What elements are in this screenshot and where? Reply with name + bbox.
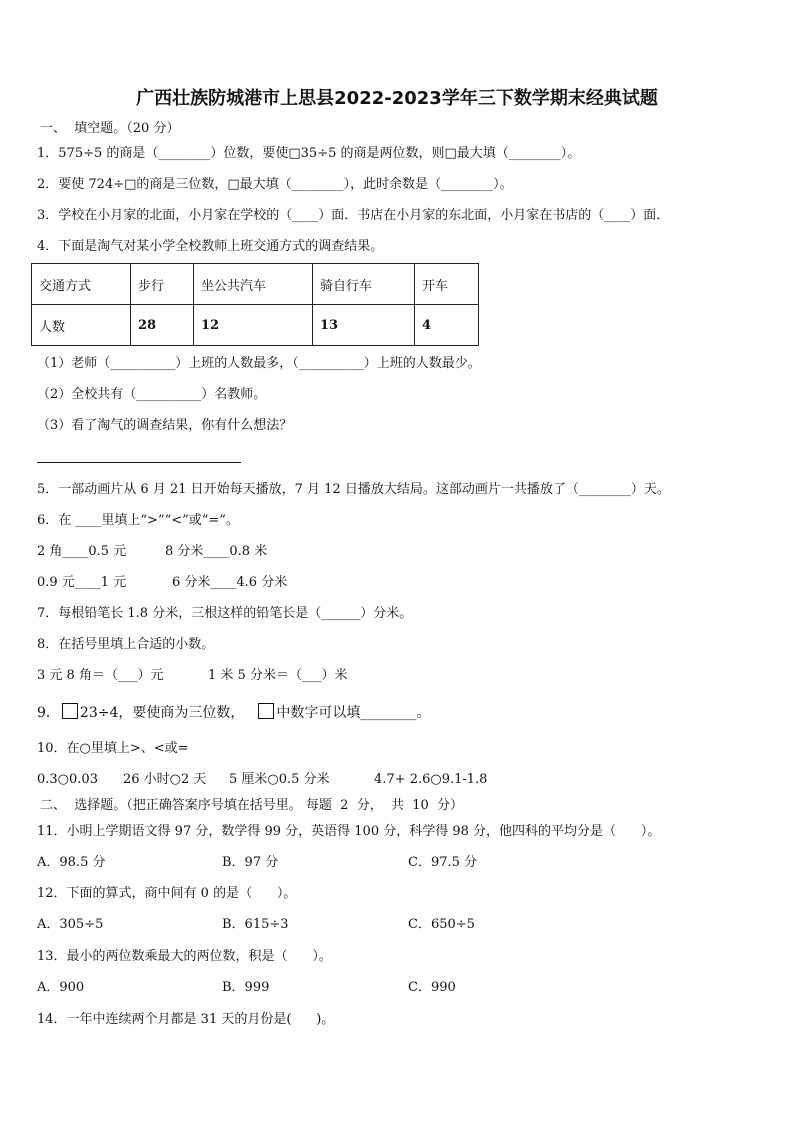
option-c: C．97.5 分 <box>408 855 478 870</box>
table-cell: 骑自行车 <box>313 264 415 305</box>
table-cell: 步行 <box>131 264 194 305</box>
page-title: 广西壮族防城港市上思县2022-2023学年三下数学期末经典试题 <box>136 88 658 109</box>
table-cell: 28 <box>131 305 194 346</box>
answer-line <box>37 462 241 463</box>
question-9-text: 中数字可以填________。 <box>276 705 431 721</box>
blank-box <box>62 703 78 719</box>
question-4-stem: 4．下面是淘气对某小学全校教师上班交通方式的调查结果。 <box>37 239 384 254</box>
question-2: 2．要使 724÷□的商是三位数，□最大填（________），此时余数是（________）。 <box>37 177 513 192</box>
table-row <box>32 264 479 305</box>
section-header-fill-in: 一、 填空题。（20 分） <box>40 121 180 136</box>
question-13: 13．最小的两位数乘最大的两位数，积是（ ）。 <box>37 949 332 964</box>
question-10-item: 4.7+ 2.6○9.1-1.8 <box>374 772 488 787</box>
question-10-stem: 10．在○里填上>、<或= <box>37 741 189 756</box>
question-10-item: 5 厘米○0.5 分米 <box>229 772 330 787</box>
option-a: A．900 <box>37 980 85 995</box>
question-5: 5．一部动画片从 6 月 21 日开始每天播放，7 月 12 日播放大结局。这部动画片一共播放了（________）天。 <box>37 482 670 497</box>
table-cell: 4 <box>415 305 479 346</box>
question-6-stem: 6．在 ____里填上“>”“<”或“=”。 <box>37 513 239 528</box>
question-9-text: 23÷4，要使商为三位数， <box>79 705 245 721</box>
option-a: A．98.5 分 <box>37 855 106 870</box>
question-3: 3．学校在小月家的北面，小月家在学校的（____）面．书店在小月家的东北面，小月家在书店的（____）面． <box>37 208 670 223</box>
option-c: C．990 <box>408 980 456 995</box>
table-cell: 交通方式 <box>32 264 131 305</box>
option-b: B．615÷3 <box>222 917 289 932</box>
survey-table <box>31 263 479 346</box>
option-c: C．650÷5 <box>408 917 475 932</box>
blank-box <box>258 703 274 719</box>
question-8-item: 3 元 8 角＝（___）元 <box>37 668 164 683</box>
question-10-item: 0.3○0.03 <box>37 772 98 787</box>
question-14: 14．一年中连续两个月都是 31 天的月份是( )。 <box>37 1012 335 1027</box>
question-12: 12．下面的算式，商中间有 0 的是（ ）。 <box>37 886 297 901</box>
table-cell: 开车 <box>415 264 479 305</box>
option-b: B．999 <box>222 980 270 995</box>
question-11: 11．小明上学期语文得 97 分，数学得 99 分，英语得 100 分，科学得 98 分，他四科的平均分是（ ）。 <box>37 824 661 839</box>
question-9-number: 9． <box>37 705 60 721</box>
question-7: 7．每根铅笔长 1.8 分米，三根这样的铅笔长是（______）分米。 <box>37 606 413 621</box>
table-row <box>32 305 479 346</box>
question-4-sub-2: （2）全校共有（__________）名教师。 <box>37 387 267 402</box>
table-cell: 人数 <box>32 305 131 346</box>
question-4-sub-1: （1）老师（__________）上班的人数最多，（__________）上班的人数最少。 <box>37 356 481 371</box>
question-6-item: 8 分米____0.8 米 <box>165 544 268 559</box>
question-6-item: 0.9 元____1 元 <box>37 575 127 590</box>
question-8-item: 1 米 5 分米＝（___）米 <box>208 668 348 683</box>
option-a: A．305÷5 <box>37 917 104 932</box>
option-b: B．97 分 <box>222 855 279 870</box>
question-9 <box>37 703 430 722</box>
question-1: 1．575÷5 的商是（________）位数，要使□35÷5 的商是两位数，则□最大填（________）。 <box>37 146 581 161</box>
section-header-choice: 二、 选择题。（把正确答案序号填在括号里。 每题 2 分， 共 10 分） <box>40 798 464 813</box>
table-cell: 13 <box>313 305 415 346</box>
question-6-item: 6 分米____4.6 分米 <box>172 575 288 590</box>
question-8-stem: 8．在括号里填上合适的小数。 <box>37 637 215 652</box>
question-4-sub-3: （3）看了淘气的调查结果，你有什么想法？ <box>37 418 293 433</box>
question-6-item: 2 角____0.5 元 <box>37 544 127 559</box>
table-cell: 坐公共汽车 <box>194 264 313 305</box>
question-10-item: 26 小时○2 天 <box>123 772 207 787</box>
table-cell: 12 <box>194 305 313 346</box>
